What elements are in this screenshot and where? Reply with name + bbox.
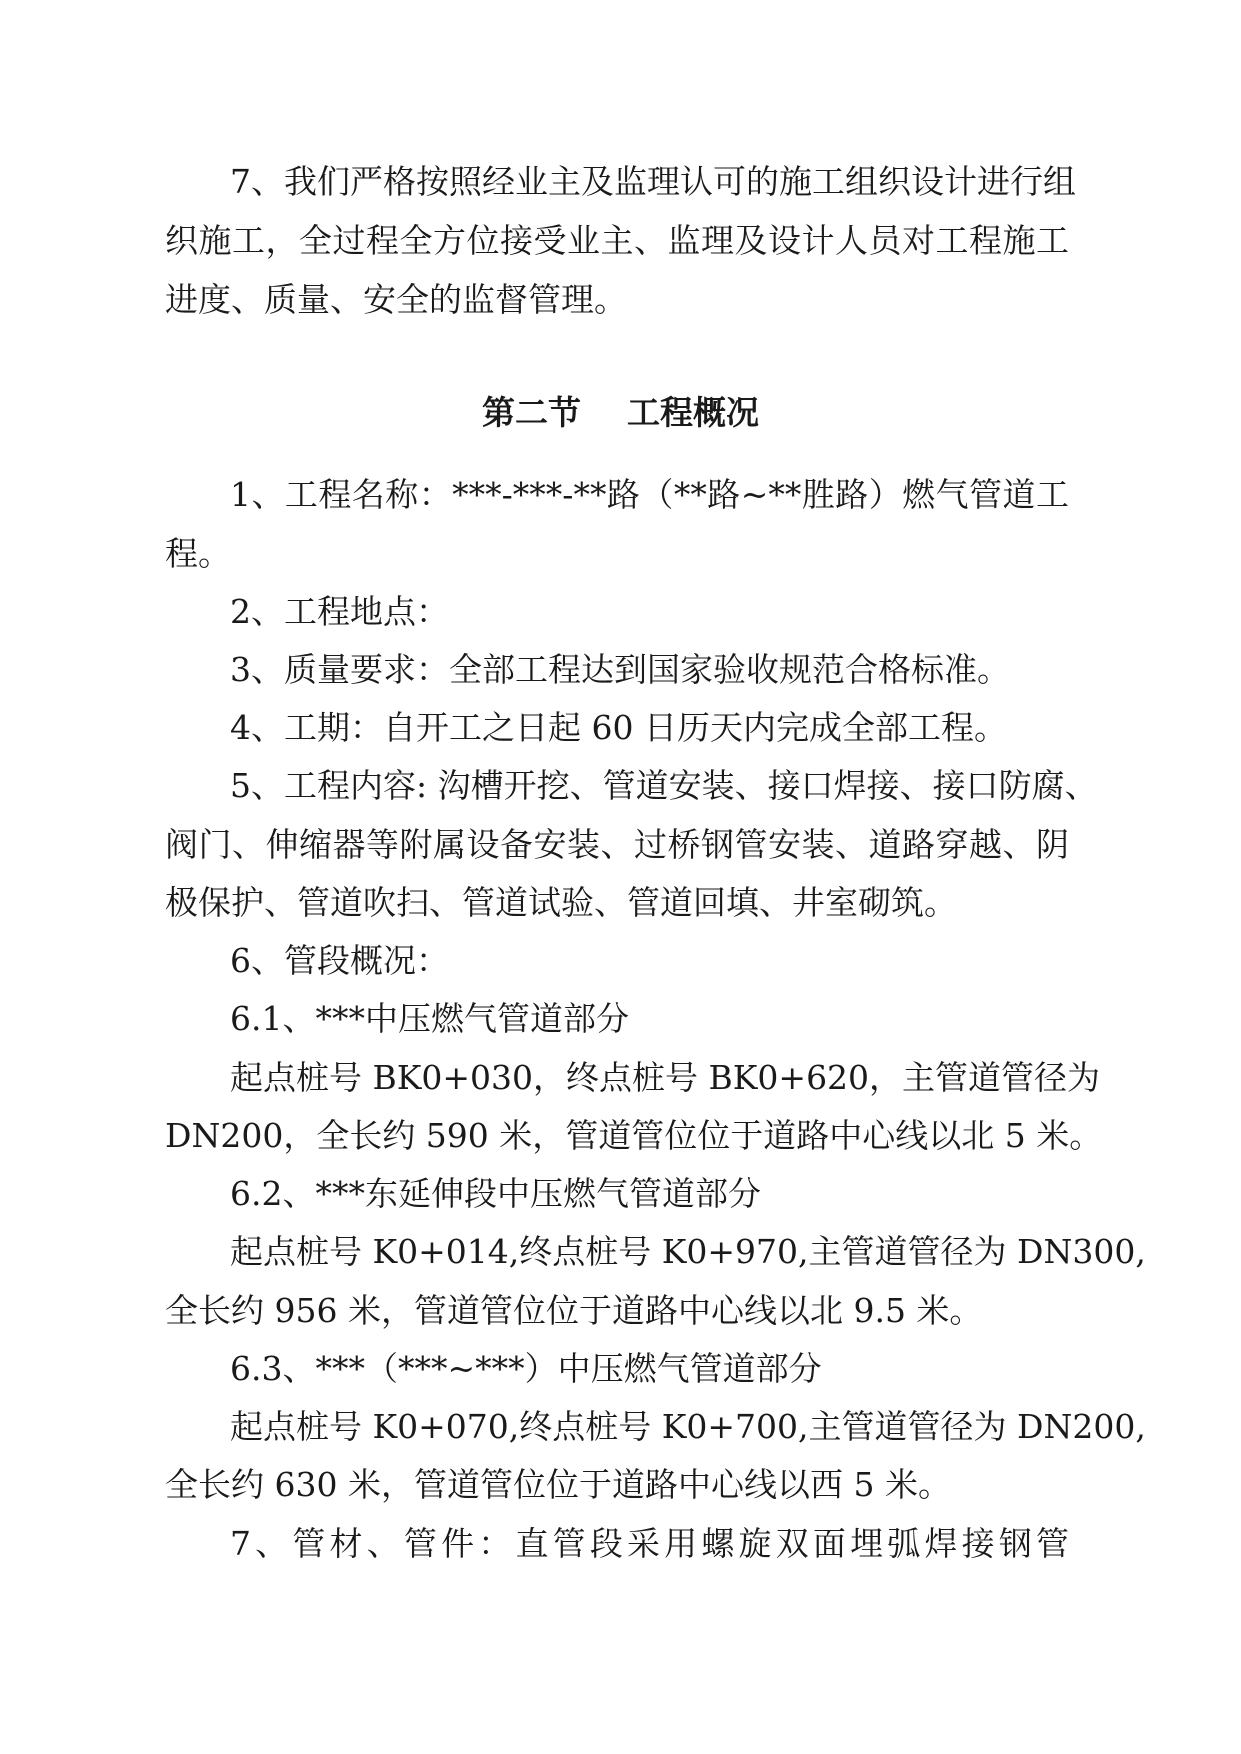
item-7-pipe-materials-line-1: 7、管材、管件：直管段采用螺旋双面埋弧焊接钢管 bbox=[230, 1524, 1069, 1563]
item-6-1-heading: 6.1、***中压燃气管道部分 bbox=[230, 999, 629, 1038]
section-heading-text: 第二节 工程概况 bbox=[482, 393, 759, 432]
paragraph-7-line-2: 织施工，全过程全方位接受业主、监理及设计人员对工程施工 bbox=[165, 221, 1069, 260]
item-6-3-heading: 6.3、***（***~***）中压燃气管道部分 bbox=[230, 1349, 822, 1388]
paragraph-7-line-1: 7、我们严格按照经业主及监理认可的施工组织设计进行组 bbox=[230, 162, 1076, 201]
item-3-quality-requirement: 3、质量要求：全部工程达到国家验收规范合格标准。 bbox=[230, 650, 1010, 689]
item-5-content-line-2: 阀门、伸缩器等附属设备安装、过桥钢管安装、道路穿越、阴 bbox=[165, 825, 1069, 864]
item-2-project-location: 2、工程地点： bbox=[230, 592, 449, 631]
item-6-3-line-2: 全长约 630 米，管道管位位于道路中心线以西 5 米。 bbox=[165, 1465, 951, 1504]
item-1-project-name-line-2: 程。 bbox=[165, 534, 231, 573]
item-6-3-line-1: 起点桩号 K0+070,终点桩号 K0+700,主管道管径为 DN200, bbox=[230, 1407, 1146, 1446]
item-5-content-line-3: 极保护、管道吹扫、管道试验、管道回填、井室砌筑。 bbox=[165, 883, 957, 922]
item-6-2-heading: 6.2、***东延伸段中压燃气管道部分 bbox=[230, 1174, 761, 1213]
item-1-project-name-line-1: 1、工程名称：***-***-**路（**路~**胜路）燃气管道工 bbox=[230, 475, 1069, 514]
item-6-pipe-sections: 6、管段概况： bbox=[230, 941, 449, 980]
item-6-1-line-2: DN200，全长约 590 米，管道管位位于道路中心线以北 5 米。 bbox=[165, 1116, 1103, 1155]
item-5-content-line-1: 5、工程内容: 沟槽开挖、管道安装、接口焊接、接口防腐、 bbox=[230, 766, 1098, 805]
item-6-1-line-1: 起点桩号 BK0+030，终点桩号 BK0+620，主管道管径为 bbox=[230, 1058, 1101, 1097]
item-6-2-line-1: 起点桩号 K0+014,终点桩号 K0+970,主管道管径为 DN300, bbox=[230, 1232, 1146, 1271]
item-6-2-line-2: 全长约 956 米，管道管位位于道路中心线以北 9.5 米。 bbox=[165, 1291, 983, 1330]
section-heading bbox=[0, 393, 1241, 433]
paragraph-7-line-3: 进度、质量、安全的监督管理。 bbox=[165, 280, 627, 319]
item-4-construction-period: 4、工期：自开工之日起 60 日历天内完成全部工程。 bbox=[230, 708, 1007, 747]
